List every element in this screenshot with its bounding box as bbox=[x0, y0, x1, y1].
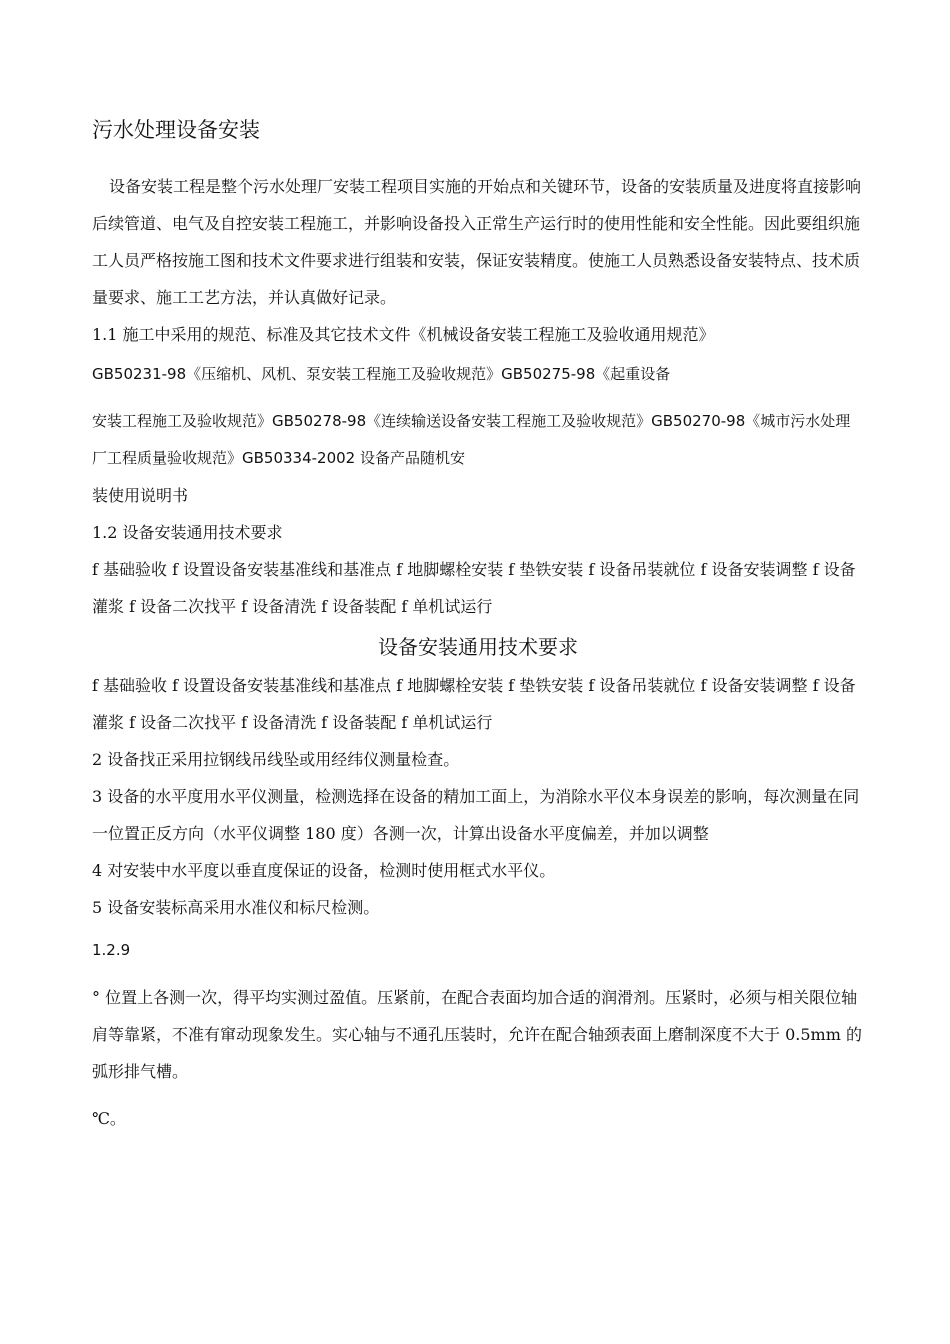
install-flow-1: f 基础验收 f 设置设备安装基准线和基准点 f 地脚螺栓安装 f 垫铁安装 f 设备吊装就位 f 设备安装调整 f 设备灌浆 f 设备二次找平 f 设备清洗 f 设备装配 f 单机试运行 bbox=[92, 560, 856, 616]
section-1-2-9: 1.2.9 bbox=[92, 941, 131, 959]
item-2: 2 设备找正采用拉钢线吊线坠或用经纬仪测量检查。 bbox=[92, 750, 460, 769]
standards-line-3: 安装工程施工及验收规范》GB50278-98《连续输送设备安装工程施工及验收规范》GB50270-98《城市污水处理厂工程质量验收规范》GB50334-2002 设备产品随机安 bbox=[92, 412, 851, 467]
intro-paragraph: 设备安装工程是整个污水处理厂安装工程项目实施的开始点和关键环节，设备的安装质量及进度将直接影响后续管道、电气及自控安装工程施工，并影响设备投入正常生产运行时的使用性能和安全性能。因此要组织施工人员严格按施工图和技术文件要求进行组装和安装，保证安装精度。使施工人员熟悉设备安装特点、技术质量要求、施工工艺方法，并认真做好记录。 bbox=[92, 177, 862, 307]
document-page bbox=[92, 112, 864, 1137]
press-fit-paragraph: ° 位置上各测一次，得平均实测过盈值。压紧前，在配合表面均加合适的润滑剂。压紧时，必须与相关限位轴肩等靠紧，不准有窜动现象发生。实心轴与不通孔压装时，允许在配合轴颈表面上磨制深度不大于 0.5mm 的弧形排气槽。 bbox=[92, 988, 862, 1081]
document-title: 污水处理设备安装 bbox=[92, 118, 260, 142]
standards-line-4: 装使用说明书 bbox=[92, 486, 189, 505]
center-heading: 设备安装通用技术要求 bbox=[378, 635, 578, 659]
standards-line-2: GB50231-98《压缩机、风机、泵安装工程施工及验收规范》GB50275-98《起重设备 bbox=[92, 365, 671, 383]
item-4: 4 对安装中水平度以垂直度保证的设备，检测时使用框式水平仪。 bbox=[92, 861, 556, 880]
section-1-2-heading: 1.2 设备安装通用技术要求 bbox=[92, 523, 283, 542]
item-3: 3 设备的水平度用水平仪测量，检测选择在设备的精加工面上，为消除水平仪本身误差的影响，每次测量在同一位置正反方向（水平仪调整 180 度）各测一次，计算出设备水平度偏差，并加以调整 bbox=[92, 787, 860, 843]
section-1-1-heading: 1.1 施工中采用的规范、标准及其它技术文件《机械设备安装工程施工及验收通用规范》 bbox=[92, 325, 715, 344]
item-5: 5 设备安装标高采用水准仪和标尺检测。 bbox=[92, 898, 380, 917]
install-flow-2: f 基础验收 f 设置设备安装基准线和基准点 f 地脚螺栓安装 f 垫铁安装 f 设备吊装就位 f 设备安装调整 f 设备灌浆 f 设备二次找平 f 设备清洗 f 设备装配 f 单机试运行 bbox=[92, 676, 856, 732]
celsius-line: ℃。 bbox=[92, 1109, 126, 1128]
